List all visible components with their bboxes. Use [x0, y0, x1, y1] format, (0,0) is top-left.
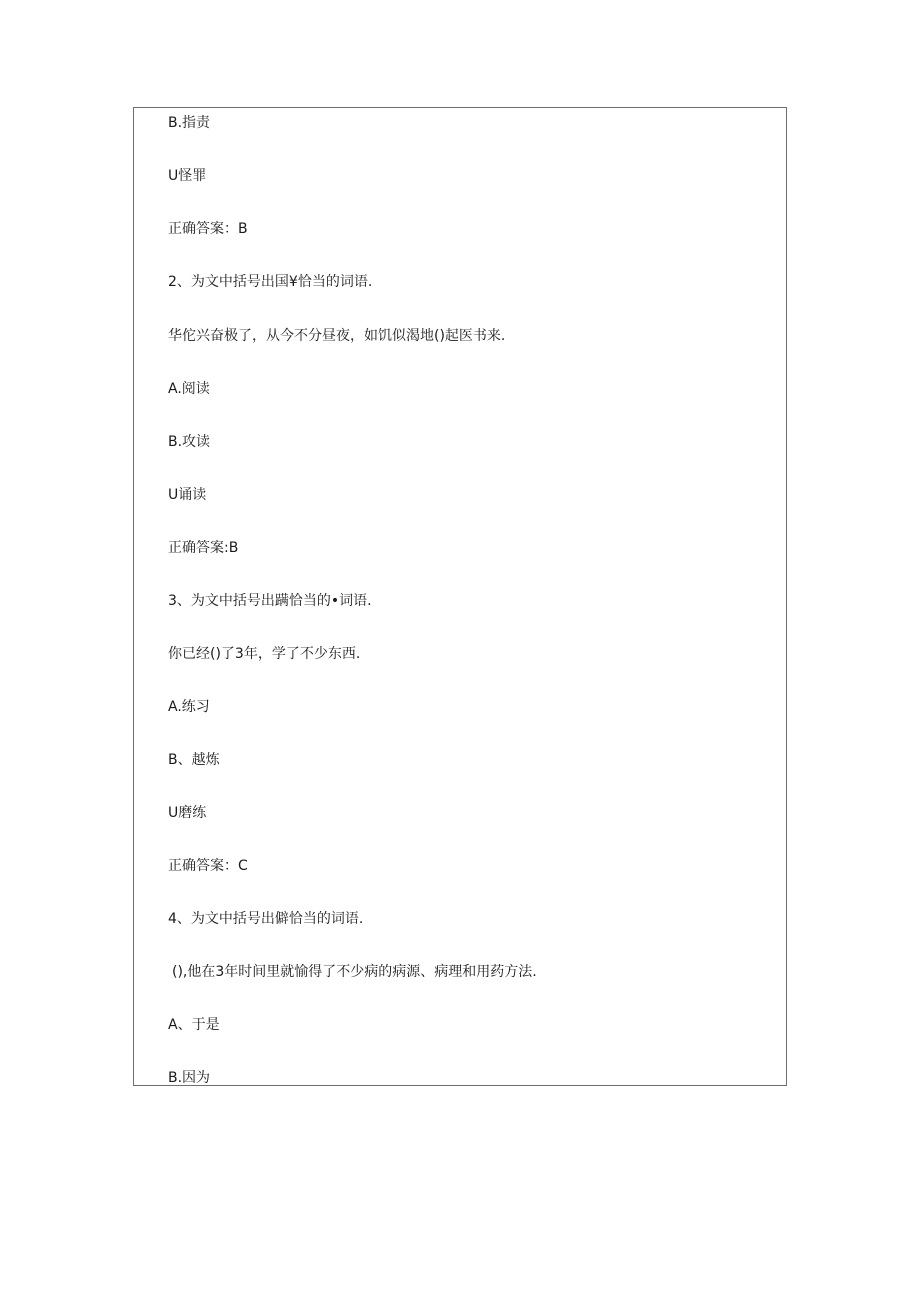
answer-line: 正确答案：B [168, 221, 248, 237]
question-2-sentence: 华佗兴奋极了，从今不分昼夜，如饥似渴地()起医书来. [168, 328, 506, 344]
question-2: 2、为文中括号出国¥恰当的词语. [168, 274, 373, 290]
q4-option-a: A、于是 [168, 1017, 220, 1033]
q2-option-c: U诵读 [168, 487, 207, 503]
question-3: 3、为文中括号出蹒恰当的•词语. [168, 593, 372, 609]
q4-option-b: B.因为 [168, 1070, 211, 1086]
question-3-sentence: 你已经()了3年，学了不少东西. [168, 646, 361, 662]
q3-answer: 正确答案：C [168, 858, 248, 874]
question-4-sentence: (),他在3年时间里就愉得了不少病的病源、病理和用药方法. [172, 964, 537, 980]
q2-answer: 正确答案:B [168, 540, 239, 556]
q3-option-c: U磨练 [168, 805, 207, 821]
document-frame [133, 107, 787, 1086]
q2-option-b: B.攻读 [168, 434, 211, 450]
option-b-line: B.指责 [168, 115, 211, 131]
q2-option-a: A.阅读 [168, 381, 210, 397]
q3-option-a: A.练习 [168, 699, 210, 715]
question-4: 4、为文中括号出僻恰当的词语. [168, 911, 364, 927]
option-c-line: U怪罪 [168, 168, 207, 184]
q3-option-b: B、越炼 [168, 752, 220, 768]
